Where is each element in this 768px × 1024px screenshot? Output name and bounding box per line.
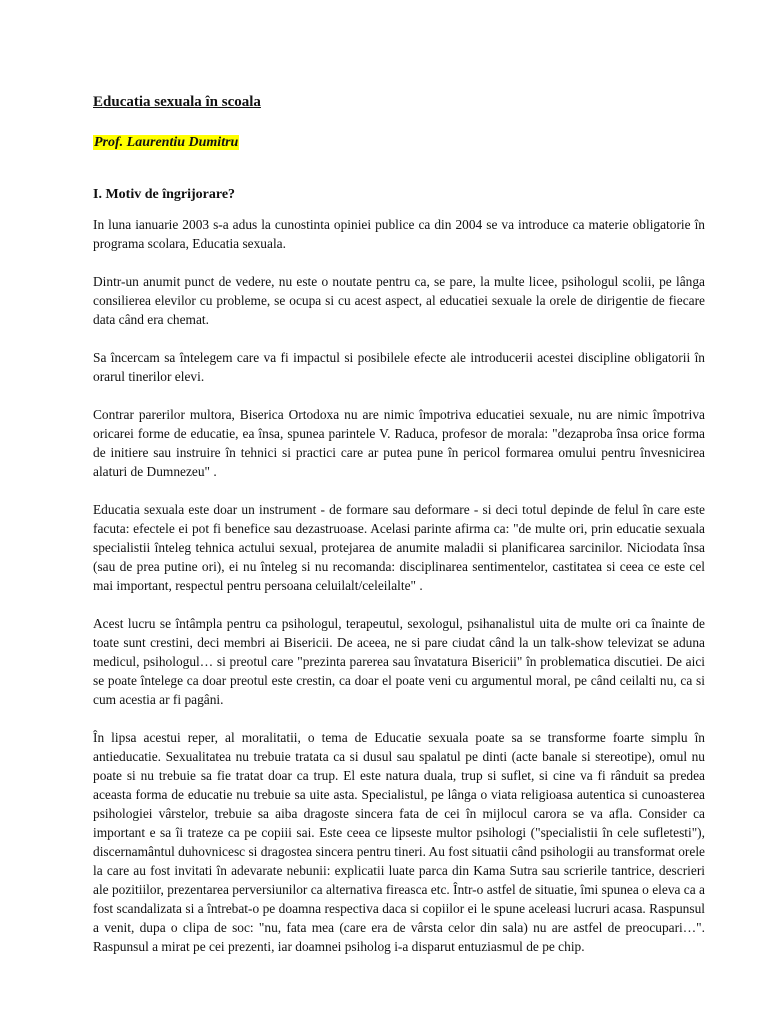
paragraph-6: Acest lucru se întâmpla pentru ca psihologul, terapeutul, sexologul, psihanalistul uita de multe ori ca înainte de toate sunt crestini, deci membri ai Bisericii. De aceea, ne si pare ciudat când la un talk-show televizat se aduna medicul, psihologul… si preotul care "prezinta parerea sau învatatura Bisericii" în problematica discutiei. De aici se poate întelege ca doar preotul este crestin, ca doar el poate veni cu argumentul moral, pe când ceilalti nu, ca si cum acestia ar fi pagâni. bbox=[93, 616, 705, 707]
paragraph-4: Contrar parerilor multora, Biserica Ortodoxa nu are nimic împotriva educatiei sexuale, nu are nimic împotriva oricarei forme de educatie, ea însa, spunea parintele V. Raduca, profesor de morala: "dezaproba însa orice forma de initiere sau instruire în tehnici si practici care ar putea pune în pericol formarea omului pentru învesnicirea alaturi de Dumnezeu" . bbox=[93, 407, 705, 479]
paragraph-5: Educatia sexuala este doar un instrument - de formare sau deformare - si deci totul depinde de felul în care este facuta: efectele ei pot fi benefice sau dezastruoase. Acelasi parinte afirma ca: "de multe ori, prin educatie sexuala specialistii înteleg tehnica actului sexual, protejarea de anumite maladii si planificarea sarcinilor. Niciodata însa (sau de prea putine ori), ei nu înteleg si nu recomanda: disciplinarea sentimentelor, castitatea si ceea ce este cel mai important, respectul pentru persoana celuilalt/celeilalte" . bbox=[93, 502, 705, 593]
paragraph-2: Dintr-un anumit punct de vedere, nu este o noutate pentru ca, se pare, la multe licee, psihologul scolii, pe lânga consilierea elevilor cu probleme, se ocupa si cu acest aspect, al educatiei sexuale la orele de dirigentie de fiecare data când era chemat. bbox=[93, 274, 705, 327]
paragraph-3: Sa încercam sa întelegem care va fi impactul si posibilele efecte ale introducerii acestei discipline obligatorii în orarul tinerilor elevi. bbox=[93, 350, 705, 384]
author-name: Prof. Laurentiu Dumitru bbox=[94, 135, 239, 150]
document-page bbox=[93, 92, 705, 975]
section-heading: I. Motiv de îngrijorare? bbox=[93, 187, 236, 202]
paragraph-7: În lipsa acestui reper, al moralitatii, o tema de Educatie sexuala poate sa se transforme foarte simplu în antieducatie. Sexualitatea nu trebuie tratata ca si dusul sau spalatul pe dinti (acte banale si stereotipe), omul nu poate si nu trebuie sa fie tratat doar ca trup. El este natura duala, trup si suflet, si cine va fi rânduit sa predea aceasta forma de educatie nu trebuie sa uite asta. Specialistul, pe lânga o viata religioasa autentica si cunoasterea psihologiei vârstelor, trebuie sa aiba dragoste sincera fata de cei în mijlocul carora se va afla. Consider ca important e sa îi trateze ca pe copiii sai. Este ceea ce lipseste multor psihologi ("specialistii în cele sufletesti"), discernamântul duhovnicesc si dragostea sincera pentru tineri. Au fost situatii când psihologii au transformat orele la care au fost invitati în adevarate nebunii: explicatii luate parca din Kama Sutra sau scrierile tantrice, descrieri ale pozitiilor, prezentarea perversiunilor ca alternativa fireasca etc. Într-o astfel de situatie, îmi spunea o eleva ca a fost scandalizata si a întrebat-o pe doamna respectiva daca si copiilor ei le spune aceleasi lucruri acasa. Raspunsul a venit, dupa o clipa de soc: "nu, fata mea (care era de vârsta celor din sala) nu are astfel de preocupari…". Raspunsul a mirat pe cei prezenti, iar doamnei psiholog i-a disparut entuziasmul de pe chip. bbox=[93, 730, 705, 954]
author-line bbox=[93, 132, 705, 153]
document-title: Educatia sexuala în scoala bbox=[93, 94, 261, 110]
paragraph-1: In luna ianuarie 2003 s-a adus la cunostinta opiniei publice ca din 2004 se va introduce ca materie obligatorie în programa scolara, Educatia sexuala. bbox=[93, 217, 705, 251]
